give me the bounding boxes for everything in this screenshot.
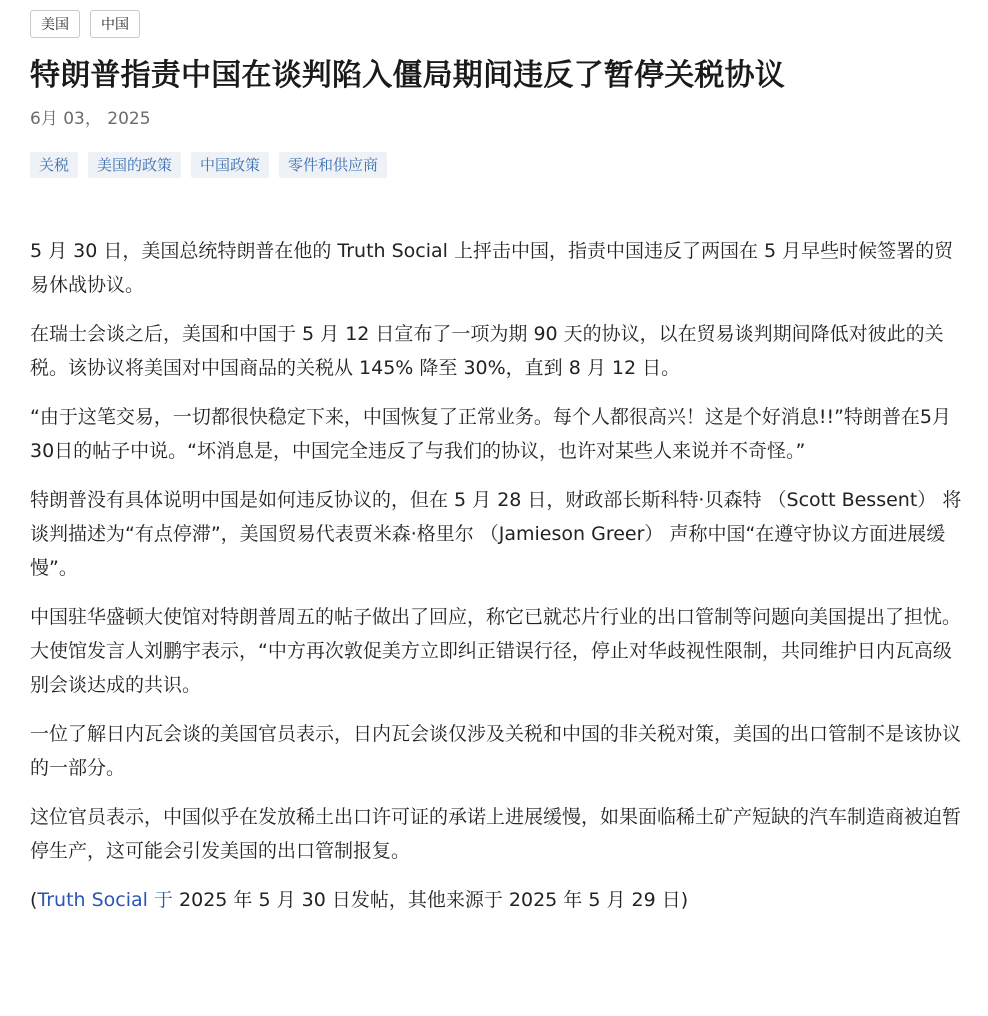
category-tag-tariff[interactable]: 关税 (30, 152, 78, 178)
article-paragraph: 这位官员表示，中国似乎在发放稀土出口许可证的承诺上进展缓慢，如果面临稀土矿产短缺的汽车制造商被迫暂停生产，这可能会引发美国的出口管制报复。 (30, 806, 962, 862)
region-tags (30, 10, 140, 38)
publish-date: 6月 03， 2025 (30, 109, 151, 129)
tag-china[interactable]: 中国 (90, 10, 140, 38)
article-paragraph: 5 月 30 日，美国总统特朗普在他的 Truth Social 上抨击中国，指责中国违反了两国在 5 月早些时候签署的贸易休战协议。 (30, 240, 954, 296)
source-note-rest: 2025 年 5 月 30 日发帖，其他来源于 2025 年 5 月 29 日) (173, 889, 689, 911)
category-tags (30, 152, 387, 178)
category-tag-china-policy[interactable]: 中国政策 (191, 152, 269, 178)
article-title: 特朗普指责中国在谈判陷入僵局期间违反了暂停关税协议 (30, 58, 785, 93)
article-paragraph: 在瑞士会谈之后，美国和中国于 5 月 12 日宣布了一项为期 90 天的协议，以在贸易谈判期间降低对彼此的关税。该协议将美国对中国商品的关税从 145% 降至 30%，直到 8 月 12 日。 (30, 323, 944, 379)
source-note-open: ( (30, 889, 38, 911)
category-tag-us-policy[interactable]: 美国的政策 (88, 152, 181, 178)
source-note (30, 883, 966, 917)
category-tag-parts-suppliers[interactable]: 零件和供应商 (279, 152, 387, 178)
source-link[interactable]: Truth Social 于 (37, 889, 173, 911)
article-paragraph: 中国驻华盛顿大使馆对特朗普周五的帖子做出了回应，称它已就芯片行业的出口管制等问题向美国提出了担忧。大使馆发言人刘鹏宇表示，“中方再次敦促美方立即纠正错误行径，停止对华歧视性限制，共同维护日内瓦高级别会谈达成的共识。 (30, 606, 962, 696)
article-paragraph: 一位了解日内瓦会谈的美国官员表示，日内瓦会谈仅涉及关税和中国的非关税对策，美国的出口管制不是该协议的一部分。 (30, 723, 962, 779)
article-paragraph: 特朗普没有具体说明中国是如何违反协议的，但在 5 月 28 日，财政部长斯科特·贝森特 （Scott Bessent） 将谈判描述为“有点停滞”，美国贸易代表贾米森·格里尔 （Jamieson Greer） 声称中国“在遵守协议方面进展缓慢”。 (30, 489, 962, 579)
article-body (30, 234, 966, 932)
article-paragraph: “由于这笔交易，一切都很快稳定下来，中国恢复了正常业务。每个人都很高兴！这是个好消息!!”特朗普在5月30日的帖子中说。“坏消息是，中国完全违反了与我们的协议，也许对某些人来说并不奇怪。” (30, 406, 952, 462)
tag-usa[interactable]: 美国 (30, 10, 80, 38)
